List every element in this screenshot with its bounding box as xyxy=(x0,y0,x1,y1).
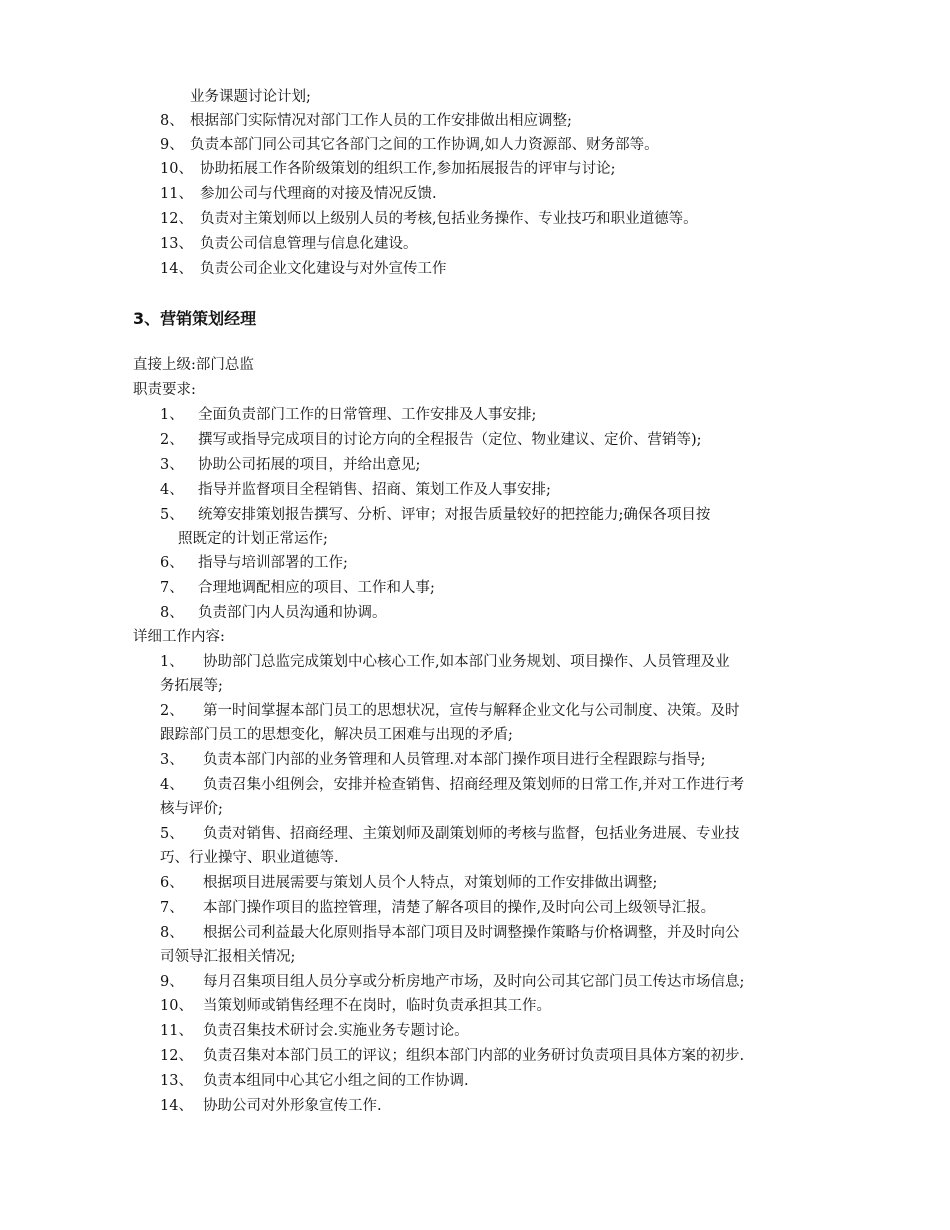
detail-item xyxy=(160,1045,744,1067)
item-number: 5、 xyxy=(160,826,184,842)
duty-item xyxy=(160,404,536,426)
item-text: 指导并监督项目全程销售、招商、策划工作及人事安排; xyxy=(198,482,551,498)
item-text: 协助公司拓展的项目，并给出意见; xyxy=(198,457,421,473)
item-number: 10、 xyxy=(160,161,193,177)
detail-item xyxy=(160,700,740,722)
item-text: 第一时间掌握本部门员工的思想状况，宣传与解释企业文化与公司制度、决策。及时 xyxy=(203,703,740,719)
detail-item xyxy=(160,922,740,944)
item-text: 负责对主策划师以上级别人员的考核,包括业务操作、专业技巧和职业道德等。 xyxy=(200,211,698,227)
item-number: 1、 xyxy=(160,654,184,670)
detail-item-continuation: 跟踪部门员工的思想变化，解决员工困难与出现的矛盾; xyxy=(160,727,513,743)
section-heading: 3、营销策划经理 xyxy=(133,309,257,328)
item-number: 2、 xyxy=(160,432,184,448)
item-text: 根据项目进展需要与策划人员个人特点，对策划师的工作安排做出调整; xyxy=(203,875,658,891)
item-number: 13、 xyxy=(160,1073,193,1089)
duty-item xyxy=(160,454,420,476)
item-number: 10、 xyxy=(160,998,193,1014)
detail-item xyxy=(160,823,740,845)
superior-line: 直接上级:部门总监 xyxy=(133,357,254,373)
list-item xyxy=(160,208,698,230)
item-text: 负责公司企业文化建设与对外宣传工作 xyxy=(200,261,447,277)
item-number: 7、 xyxy=(160,580,184,596)
item-text: 当策划师或销售经理不在岗时，临时负责承担其工作。 xyxy=(203,998,551,1014)
item-text: 负责召集技术研讨会.实施业务专题讨论。 xyxy=(203,1023,469,1039)
duty-item xyxy=(160,552,348,574)
item-number: 8、 xyxy=(160,605,184,621)
item-text: 协助拓展工作各阶级策划的组织工作,参加拓展报告的评审与讨论; xyxy=(200,161,616,177)
duty-item xyxy=(160,504,710,526)
detail-item-continuation: 务拓展等; xyxy=(160,678,223,694)
details-label: 详细工作内容: xyxy=(133,629,225,645)
item-text: 负责本组同中心其它小组之间的工作协调. xyxy=(203,1073,469,1089)
item-text: 撰写或指导完成项目的讨论方向的全程报告（定位、物业建议、定价、营销等); xyxy=(198,432,702,448)
item-number: 8、 xyxy=(160,925,184,941)
detail-item xyxy=(160,749,706,771)
item-text: 合理地调配相应的项目、工作和人事; xyxy=(198,580,435,596)
item-text: 协助部门总监完成策划中心核心工作,如本部门业务规划、项目操作、人员管理及业 xyxy=(203,654,730,670)
item-number: 8、 xyxy=(160,113,184,129)
item-number: 6、 xyxy=(160,555,184,571)
item-number: 2、 xyxy=(160,703,184,719)
duty-item xyxy=(160,602,387,624)
list-item xyxy=(160,110,572,132)
item-number: 1、 xyxy=(160,407,184,423)
item-number: 12、 xyxy=(160,1048,193,1064)
detail-item xyxy=(160,1020,469,1042)
detail-item xyxy=(160,872,657,894)
detail-item xyxy=(160,995,551,1017)
detail-item xyxy=(160,897,715,919)
item-number: 14、 xyxy=(160,1098,193,1114)
list-item xyxy=(160,134,659,156)
item-text: 根据部门实际情况对部门工作人员的工作安排做出相应调整; xyxy=(190,113,572,129)
detail-item xyxy=(160,651,730,673)
detail-item xyxy=(160,971,744,993)
item-number: 4、 xyxy=(160,482,184,498)
item-number: 11、 xyxy=(160,186,193,202)
item-text: 负责部门内人员沟通和协调。 xyxy=(198,605,387,621)
detail-item-continuation: 司领导汇报相关情况; xyxy=(160,949,296,965)
item-number: 12、 xyxy=(160,211,193,227)
item-text: 每月召集项目组人员分享或分析房地产市场，及时向公司其它部门员工传达市场信息; xyxy=(203,974,745,990)
item-text: 负责召集对本部门员工的评议；组织本部门内部的业务研讨负责项目具体方案的初步. xyxy=(203,1048,745,1064)
item-number: 6、 xyxy=(160,875,184,891)
list-item xyxy=(160,258,447,280)
duty-item xyxy=(160,429,702,451)
list-item xyxy=(160,158,616,180)
item-text: 负责本部门内部的业务管理和人员管理.对本部门操作项目进行全程跟踪与指导; xyxy=(203,752,706,768)
item-text: 指导与培训部署的工作; xyxy=(198,555,348,571)
detail-item-continuation: 巧、行业操守、职业道德等. xyxy=(160,850,339,866)
item-number: 14、 xyxy=(160,261,193,277)
item-number: 3、 xyxy=(160,752,184,768)
item-text: 参加公司与代理商的对接及情况反馈. xyxy=(200,186,437,202)
item-number: 4、 xyxy=(160,777,184,793)
item-number: 9、 xyxy=(160,974,184,990)
detail-item xyxy=(160,1095,382,1117)
continuation-line: 业务课题讨论计划; xyxy=(190,89,311,105)
duty-item xyxy=(160,577,435,599)
item-number: 13、 xyxy=(160,236,193,252)
item-text: 负责召集小组例会，安排并检查销售、招商经理及策划师的日常工作,并对工作进行考 xyxy=(203,777,745,793)
list-item xyxy=(160,233,418,255)
item-number: 11、 xyxy=(160,1023,193,1039)
item-text: 全面负责部门工作的日常管理、工作安排及人事安排; xyxy=(198,407,537,423)
item-number: 3、 xyxy=(160,457,184,473)
item-text: 统筹安排策划报告撰写、分析、评审；对报告质量较好的把控能力;确保各项目按 xyxy=(198,507,711,523)
item-text: 本部门操作项目的监控管理，清楚了解各项目的操作,及时向公司上级领导汇报。 xyxy=(203,900,716,916)
detail-item-continuation: 核与评价; xyxy=(160,801,223,817)
duty-item-continuation: 照既定的计划正常运作; xyxy=(178,531,328,547)
item-text: 负责公司信息管理与信息化建设。 xyxy=(200,236,418,252)
duty-item xyxy=(160,479,551,501)
item-number: 7、 xyxy=(160,900,184,916)
item-number: 9、 xyxy=(160,137,184,153)
item-text: 负责对销售、招商经理、主策划师及副策划师的考核与监督，包括业务进展、专业技 xyxy=(203,826,740,842)
item-text: 协助公司对外形象宣传工作. xyxy=(203,1098,382,1114)
item-number: 5、 xyxy=(160,507,184,523)
item-text: 负责本部门同公司其它各部门之间的工作协调,如人力资源部、财务部等。 xyxy=(190,137,659,153)
item-text: 根据公司利益最大化原则指导本部门项目及时调整操作策略与价格调整，并及时向公 xyxy=(203,925,740,941)
detail-item xyxy=(160,774,744,796)
duties-label: 职责要求: xyxy=(133,382,196,398)
list-item xyxy=(160,183,437,205)
detail-item xyxy=(160,1070,469,1092)
